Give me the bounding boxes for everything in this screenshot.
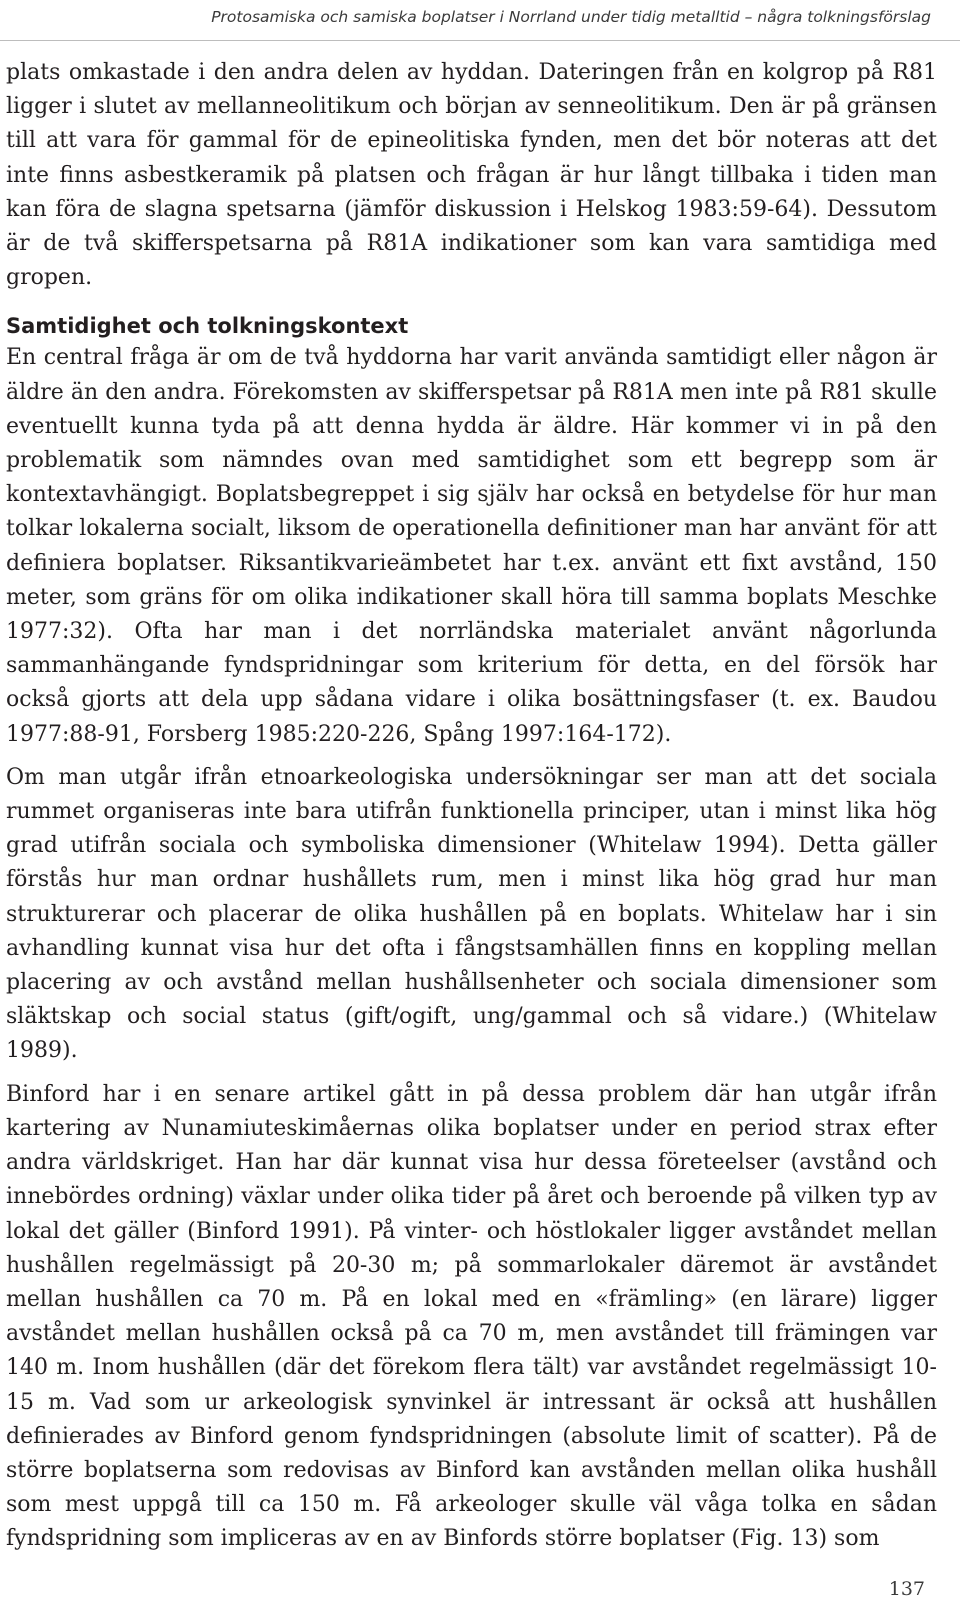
paragraph-binford: Binford har i en senare artikel gått in på dessa problem där han utgår ifrån kartering av Nunamiuteskimåernas olika boplatser under en period strax efter andra världskriget. Han har där kunnat visa hur dessa företeelser (avstånd och innebördes ordning) växlar under olika tider på året och beroende på vilken typ av lokal det gäller (Binford 1991). På vinter- och höstlokaler ligger avståndet mellan hushållen regelmässigt på 20-30 m; på sommarlokaler däremot är avståndet mellan hushållen ca 70 m. På en lokal med en «främling» (en lärare) ligger avståndet mellan hushållen också på ca 70 m, men avståndet till främingen var 140 m. Inom hushållen (där det förekom flera tält) var avståndet regelmässigt 10-15 m. Vad som ur arkeologisk synvinkel är intressant är också att hushållen definierades av Binford genom fyndspridningen (absolute limit of scatter). På de större boplatserna som redovisas av Binford kan avstånden mellan olika hushåll som mest uppgå till ca 150 m. Få arkeologer skulle väl våga tolka en sådan fyndspridning som impliceras av en av Binfords större boplatser (Fig. 13) som <box>6 1081 937 1552</box>
paragraph-continuation: plats omkastade i den andra delen av hyddan. Dateringen från en kolgrop på R81 ligger i slutet av mellanneolitikum och början av senneolitikum. Den är på gränsen till att vara för gammal för de epineolitiska fynden, men det bör noteras att det inte finns asbestkeramik på platsen och frågan är hur långt tillbaka i tiden man kan föra de slagna spetsarna (jämför diskussion i Helskog 1983:59-64). Dessutom är de två skifferspetsarna på R81A indikationer som kan vara samtidiga med gropen. <box>6 60 937 291</box>
running-header <box>0 0 960 41</box>
page-number: 137 <box>888 1578 925 1600</box>
paragraph-contemporaneity: En central fråga är om de två hyddorna har varit använda samtidigt eller någon är äldre än den andra. Förekomsten av skifferspetsar på R81A men inte på R81 skulle eventuellt kunna tyda på att denna hydda är äldre. Här kommer vi in på den problematik som nämndes ovan med samtidighet som ett begrepp som är kontextavhängigt. Boplatsbegreppet i sig själv har också en betydelse för hur man tolkar lokalerna socialt, liksom de operationella definitioner man har använt för att definiera boplatser. Riksantikvarieämbetet har t.ex. använt ett fixt avstånd, 150 meter, som gräns för om olika indikationer skall höra till samma boplats Meschke 1977:32). Ofta har man i det norrländska materialet använt någorlunda sammanhängande fyndspridningar som kriterium för detta, en del försök har också gjorts att dela upp sådana vidare i olika bosättningsfaser (t. ex. Baudou 1977:88-91, Forsberg 1985:220-226, Spång 1997:164-172). <box>6 345 937 747</box>
running-title: Protosamiska och samiska boplatser i Norrland under tidig metalltid – några tolkningsförslag <box>211 8 931 26</box>
paragraph-ethnoarchaeology: Om man utgår ifrån etnoarkeologiska undersökningar ser man att det sociala rummet organiseras inte bara utifrån funktionella principer, utan i minst lika hög grad utifrån sociala och symboliska dimensioner (Whitelaw 1994). Detta gäller förstås hur man ordnar hushållets rum, men i minst lika hög grad hur man strukturerar och placerar de olika hushållen på en boplats. Whitelaw har i sin avhandling kunnat visa hur det ofta i fångstsamhällen finns en koppling mellan placering av och avstånd mellan hushållsenheter och sociala dimensioner som släktskap och social status (gift/ogift, ung/gammal och så vidare.) (Whitelaw 1989). <box>6 764 937 1064</box>
page-body <box>6 56 937 1557</box>
section-heading: Samtidighet och tolkningskontext <box>6 314 409 339</box>
